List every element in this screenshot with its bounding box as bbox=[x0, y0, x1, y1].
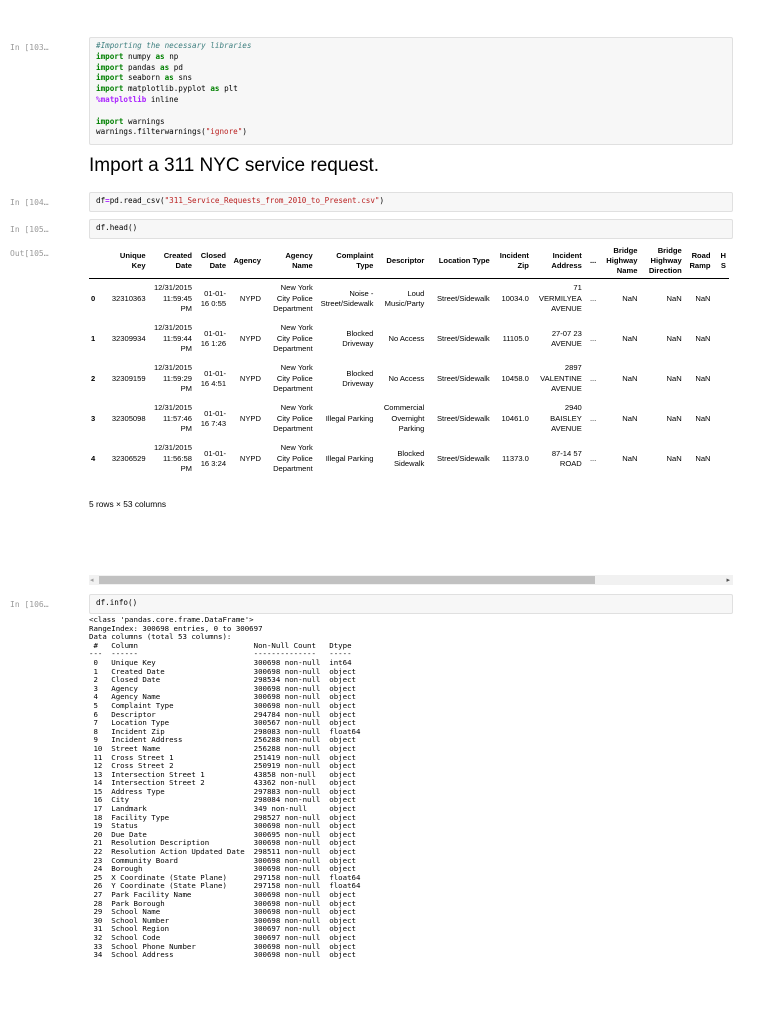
column-header: Incident Zip bbox=[493, 244, 532, 279]
table-cell: NaN bbox=[622, 333, 638, 343]
output-line: 34 School Address 300698 non-null object bbox=[89, 950, 361, 960]
row-index: 2 bbox=[91, 373, 96, 383]
keyword-import: import bbox=[96, 73, 124, 83]
table-row bbox=[89, 319, 729, 359]
table-cell: Street/Sidewalk bbox=[436, 293, 490, 303]
output-line: Data columns (total 53 columns): bbox=[89, 632, 232, 642]
table-cell: NaN bbox=[666, 293, 682, 303]
table-cell: NaN bbox=[695, 413, 711, 423]
table-cell: Street/Sidewalk bbox=[436, 453, 490, 463]
table-cell: Street/Sidewalk bbox=[436, 413, 490, 423]
table-cell bbox=[714, 279, 729, 320]
module-name: numpy bbox=[128, 51, 151, 61]
output-line: --- ------ -------------- ----- bbox=[89, 649, 361, 659]
cell-prompt-106: In [106… bbox=[10, 600, 49, 609]
output-line: 15 Address Type 297883 non-null object bbox=[89, 786, 361, 796]
table-cell: NaN bbox=[695, 293, 711, 303]
table-cell: NYPD bbox=[239, 333, 261, 343]
table-cell: Street/Sidewalk bbox=[436, 333, 490, 343]
code-cell-head[interactable] bbox=[89, 219, 733, 239]
output-line: 5 Complaint Type 300698 non-null object bbox=[89, 700, 361, 710]
table-cell: NaN bbox=[695, 333, 711, 343]
module-name: matplotlib.pyplot bbox=[128, 84, 206, 94]
output-line: 29 School Name 300698 non-null object bbox=[89, 907, 361, 917]
column-header: Agency Name bbox=[264, 244, 316, 279]
table-cell: New York City Police Department bbox=[273, 443, 313, 474]
column-header: Location Type bbox=[427, 244, 492, 279]
table-cell: 71 VERMILYEA AVENUE bbox=[538, 283, 582, 314]
output-line: 3 Agency 300698 non-null object bbox=[89, 683, 361, 693]
output-line: 30 School Number 300698 non-null object bbox=[89, 915, 361, 925]
table-cell: Noise - Street/Sidewalk bbox=[320, 288, 374, 308]
keyword-import: import bbox=[96, 51, 124, 61]
table-cell: NYPD bbox=[239, 453, 261, 463]
output-line: 21 Resolution Description 300698 non-null object bbox=[89, 838, 361, 848]
table-cell: ... bbox=[589, 413, 597, 423]
row-index: 4 bbox=[91, 453, 96, 463]
table-cell: 11105.0 bbox=[502, 333, 529, 343]
table-cell: No Access bbox=[388, 373, 425, 383]
table-cell: NaN bbox=[622, 413, 638, 423]
output-line: 10 Street Name 256288 non-null object bbox=[89, 743, 361, 753]
code-comment: #Importing the necessary libraries bbox=[96, 41, 252, 50]
table-cell: NaN bbox=[666, 413, 682, 423]
code-cell-read-csv[interactable] bbox=[89, 192, 733, 212]
output-line: 23 Community Board 300698 non-null object bbox=[89, 855, 361, 865]
keyword-import: import bbox=[96, 84, 124, 94]
function-call: pd.read_csv( bbox=[109, 196, 165, 205]
column-header: Descriptor bbox=[376, 244, 427, 279]
dataframe-table bbox=[89, 244, 729, 479]
table-cell: New York City Police Department bbox=[273, 403, 313, 434]
table-cell: 12/31/2015 11:59:44 PM bbox=[153, 323, 192, 354]
output-line: 16 City 298084 non-null object bbox=[89, 795, 361, 805]
table-cell: 12/31/2015 11:57:46 PM bbox=[153, 403, 192, 434]
module-alias: np bbox=[169, 51, 179, 61]
table-cell: Illegal Parking bbox=[325, 453, 374, 463]
output-prompt-105: Out[105… bbox=[10, 249, 49, 258]
table-cell: 11373.0 bbox=[502, 453, 529, 463]
module-alias: sns bbox=[178, 73, 193, 83]
dataframe-output bbox=[89, 244, 729, 484]
code-line: df.info() bbox=[96, 598, 138, 607]
scrollbar-thumb[interactable] bbox=[99, 576, 595, 584]
table-cell: 12/31/2015 11:59:29 PM bbox=[153, 363, 192, 394]
table-cell: 32306529 bbox=[111, 453, 146, 463]
table-cell: Illegal Parking bbox=[325, 413, 374, 423]
table-cell: NYPD bbox=[239, 373, 261, 383]
function-call: warnings.filterwarnings( bbox=[96, 127, 206, 137]
output-line: 26 Y Coordinate (State Plane) 297158 non-null float64 bbox=[89, 881, 361, 891]
code-line: df.head() bbox=[96, 223, 138, 232]
table-cell: 32310363 bbox=[111, 293, 146, 303]
table-cell: 01-01-16 4:51 bbox=[200, 368, 227, 388]
output-line: 4 Agency Name 300698 non-null object bbox=[89, 692, 361, 702]
column-header: Road Ramp bbox=[685, 244, 714, 279]
table-cell: NYPD bbox=[239, 413, 261, 423]
table-cell: 01-01-16 3:24 bbox=[200, 448, 227, 468]
table-cell: Blocked Sidewalk bbox=[393, 448, 425, 468]
column-header: H S bbox=[714, 244, 729, 279]
output-line: <class 'pandas.core.frame.DataFrame'> bbox=[89, 616, 254, 624]
table-row bbox=[89, 399, 729, 439]
table-cell: 12/31/2015 11:59:45 PM bbox=[153, 283, 192, 314]
dataframe-shape: 5 rows × 53 columns bbox=[89, 499, 167, 509]
table-cell: ... bbox=[589, 293, 597, 303]
column-header: Agency bbox=[229, 244, 264, 279]
column-header: ... bbox=[585, 244, 599, 279]
table-cell: NaN bbox=[666, 333, 682, 343]
column-header: Bridge Highway Direction bbox=[640, 244, 684, 279]
output-line: 7 Location Type 300567 non-null object bbox=[89, 718, 361, 728]
variable-name: df bbox=[96, 196, 106, 205]
output-line: 25 X Coordinate (State Plane) 297158 non-null float64 bbox=[89, 872, 361, 882]
output-line: 18 Facility Type 298527 non-null object bbox=[89, 812, 361, 822]
magic-command: %matplotlib bbox=[96, 94, 147, 104]
table-cell bbox=[714, 319, 729, 359]
module-name: warnings bbox=[128, 116, 165, 126]
keyword-import: import bbox=[96, 62, 124, 72]
output-line: 33 School Phone Number 300698 non-null object bbox=[89, 941, 361, 951]
table-cell: 12/31/2015 11:56:58 PM bbox=[153, 443, 192, 474]
table-cell: 10458.0 bbox=[501, 373, 529, 383]
horizontal-scrollbar[interactable] bbox=[89, 575, 733, 585]
table-cell: NaN bbox=[622, 293, 638, 303]
output-line: 31 School Region 300697 non-null object bbox=[89, 924, 361, 934]
output-line: 27 Park Facility Name 300698 non-null object bbox=[89, 890, 361, 899]
table-cell: New York City Police Department bbox=[273, 363, 313, 394]
table-cell: 2940 BAISLEY AVENUE bbox=[550, 403, 582, 434]
column-header: Incident Address bbox=[532, 244, 585, 279]
row-index: 0 bbox=[91, 293, 96, 303]
module-alias: pd bbox=[173, 62, 183, 72]
table-cell: 27-07 23 AVENUE bbox=[551, 328, 582, 348]
cell-prompt-105: In [105… bbox=[10, 225, 49, 234]
operator: = bbox=[105, 196, 110, 205]
code-cell-imports[interactable] bbox=[89, 37, 733, 145]
table-cell: 2897 VALENTINE AVENUE bbox=[540, 363, 582, 394]
module-name: seaborn bbox=[128, 73, 161, 83]
info-output bbox=[89, 616, 729, 1024]
table-cell: 32309159 bbox=[111, 373, 146, 383]
table-cell bbox=[714, 399, 729, 439]
table-cell: NYPD bbox=[239, 293, 261, 303]
scroll-left-icon[interactable]: ◂ bbox=[90, 576, 94, 584]
markdown-heading: Import a 311 NYC service request. bbox=[89, 155, 380, 176]
table-cell: New York City Police Department bbox=[273, 283, 313, 314]
column-header: Unique Key bbox=[102, 244, 149, 279]
table-cell: 01-01-16 1:26 bbox=[200, 328, 227, 348]
table-cell: Blocked Driveway bbox=[342, 368, 374, 388]
column-header: Created Date bbox=[149, 244, 195, 279]
index-header bbox=[89, 244, 102, 279]
output-line: 1 Created Date 300698 non-null object bbox=[89, 666, 361, 676]
keyword-as: as bbox=[164, 73, 174, 83]
table-cell: ... bbox=[589, 453, 597, 463]
table-cell bbox=[714, 439, 729, 479]
output-line: 2 Closed Date 298534 non-null object bbox=[89, 675, 361, 685]
paren: ) bbox=[379, 196, 385, 205]
output-line: 13 Intersection Street 1 43858 non-null object bbox=[89, 769, 361, 779]
table-row bbox=[89, 439, 729, 479]
table-cell: New York City Police Department bbox=[273, 323, 313, 354]
output-line: 12 Cross Street 2 250919 non-null object bbox=[89, 761, 361, 771]
table-cell: NaN bbox=[695, 453, 711, 463]
keyword-as: as bbox=[210, 84, 220, 94]
table-cell: Commercial Overnight Parking bbox=[383, 403, 425, 434]
row-index: 3 bbox=[91, 413, 96, 423]
column-header: Closed Date bbox=[195, 244, 229, 279]
table-cell: 32305098 bbox=[111, 413, 146, 423]
table-cell bbox=[714, 359, 729, 399]
code-cell-info[interactable] bbox=[89, 594, 733, 614]
table-cell: NaN bbox=[622, 373, 638, 383]
table-cell: Blocked Driveway bbox=[342, 328, 374, 348]
table-cell: NaN bbox=[695, 373, 711, 383]
table-cell: NaN bbox=[666, 453, 682, 463]
output-line: 28 Park Borough 300698 non-null object bbox=[89, 898, 361, 908]
output-line: RangeIndex: 300698 entries, 0 to 300697 bbox=[89, 623, 263, 633]
module-name: pandas bbox=[128, 62, 156, 72]
output-line: 11 Cross Street 1 251419 non-null object bbox=[89, 752, 361, 762]
output-line: 24 Borough 300698 non-null object bbox=[89, 864, 361, 874]
output-line: # Column Non-Null Count Dtype bbox=[89, 640, 361, 650]
keyword-import: import bbox=[96, 116, 124, 126]
magic-arg: inline bbox=[150, 94, 179, 104]
table-cell: Loud Music/Party bbox=[384, 288, 425, 308]
table-header-row bbox=[89, 244, 729, 279]
cell-prompt-104: In [104… bbox=[10, 198, 49, 207]
scroll-right-icon[interactable]: ▸ bbox=[726, 576, 730, 584]
row-index: 1 bbox=[91, 333, 96, 343]
table-cell: 10461.0 bbox=[501, 413, 529, 423]
table-cell: No Access bbox=[388, 333, 425, 343]
output-line: 22 Resolution Action Updated Date 298511 non-null object bbox=[89, 847, 361, 857]
table-cell: ... bbox=[589, 333, 597, 343]
column-header: Bridge Highway Name bbox=[599, 244, 640, 279]
output-line: 9 Incident Address 256288 non-null object bbox=[89, 735, 361, 745]
module-alias: plt bbox=[224, 84, 238, 94]
output-line: 17 Landmark 349 non-null object bbox=[89, 804, 361, 814]
output-line: 6 Descriptor 294784 non-null object bbox=[89, 709, 361, 719]
table-cell: 01-01-16 7:43 bbox=[200, 408, 227, 428]
table-cell: Street/Sidewalk bbox=[436, 373, 490, 383]
table-cell: NaN bbox=[622, 453, 638, 463]
table-cell: 87-14 57 ROAD bbox=[551, 448, 582, 468]
cell-prompt-103: In [103… bbox=[10, 43, 49, 52]
table-cell: ... bbox=[589, 373, 597, 383]
table-cell: NaN bbox=[666, 373, 682, 383]
output-line: 19 Status 300698 non-null object bbox=[89, 821, 361, 831]
column-header: Complaint Type bbox=[316, 244, 377, 279]
string-literal: "ignore" bbox=[205, 127, 243, 137]
output-line: 20 Due Date 300695 non-null object bbox=[89, 829, 361, 839]
keyword-as: as bbox=[155, 51, 165, 61]
table-cell: 32309934 bbox=[111, 333, 146, 343]
keyword-as: as bbox=[160, 62, 170, 72]
output-line: 8 Incident Zip 298083 non-null float64 bbox=[89, 726, 361, 736]
output-line: 0 Unique Key 300698 non-null int64 bbox=[89, 657, 361, 667]
output-line: 32 School Code 300697 non-null object bbox=[89, 932, 361, 942]
table-row bbox=[89, 359, 729, 399]
paren: ) bbox=[242, 127, 247, 137]
table-cell: 10034.0 bbox=[501, 293, 529, 303]
table-row bbox=[89, 279, 729, 320]
table-cell: 01-01-16 0:55 bbox=[200, 288, 227, 308]
string-literal: "311_Service_Requests_from_2010_to_Present.csv" bbox=[164, 196, 380, 205]
output-line: 14 Intersection Street 2 43362 non-null object bbox=[89, 778, 361, 788]
